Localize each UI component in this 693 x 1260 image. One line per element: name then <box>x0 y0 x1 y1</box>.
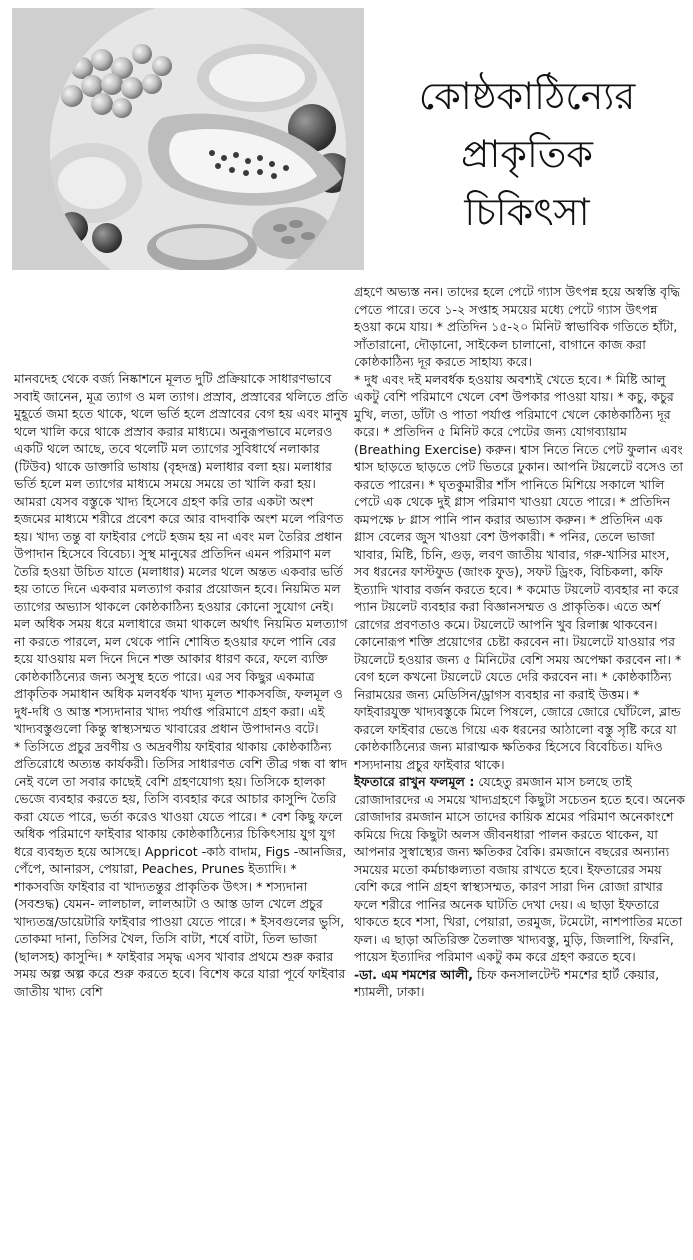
author-signature <box>354 966 686 1001</box>
gas-exercise-paragraph: গ্রহণে অভ্যস্ত নন। তাদের হলে পেটে গ্যাস উৎপন্ন হয়ে অস্বস্তি বৃদ্ধি পেতে পারে। তবে ১-২ সপ্তাহ সময়ের মধ্যে পেটে গ্যাস উৎপন্ন হওয়া কমে যায়। * প্রতিদিন ১৫-২০ মিনিট স্বাভাবিক গতিতে হাঁটা, সাঁতারানো, দৌড়ানো, সাইকেল চালানো, বাগানে কাজ করা কোষ্ঠকাঠিন্য দূর করতে সাহায্য করে। <box>354 284 680 369</box>
diet-tips-paragraph: * দুধ এবং দই মলবর্ধক হওয়ায় অবশ্যই খেতে হবে। * মিষ্টি আলু একটু বেশি পরিমাণে খেলে বেশ উপকার পাওয়া যায়। * কচু, কচুর মুখি, লতা, ডাঁটা ও পাতা পর্যাপ্ত পরিমাণে খেলে কোষ্ঠকাঠিন্য দূর করে। * প্রতিদিন ৫ মিনিট করে পেটের জন্য যোগব্যায়াম (Breathing Exercise) করুন। শ্বাস নিতে নিতে পেট ফুলান এবং শ্বাস ছাড়তে ছাড়তে পেট ভিতরে ঢুকান। আপনি টয়লেটে বসেও তা করতে পারেন। * ঘৃতকুমারীর শাঁস পানিতে মিশিয়ে সকালে খালি পেটে এক থেকে দুই গ্লাস পরিমাণ খাওয়া যেতে পারে। * প্রতিদিন কমপক্ষে ৮ গ্লাস পানি পান করার অভ্যাস করুন। * প্রতিদিন এক গ্লাস বেলের জুস খাওয়া বেশ উপকারী। * পনির, তেলে ভাজা খাবার, মিষ্টি, চিনি, গুড়, লবণ জাতীয় খাবার, গরু-খাসির মাংস, সব ধরনের ফাস্টফুড (জাংক ফুড), সফট ড্রিংক, বিচিকলা, কফি ইত্যাদি খাবার বর্জন করতে হবে। * কমোড টয়লেট ব্যবহার না করে প্যান টয়লেট ব্যবহার করা বিজ্ঞানসম্মত ও প্রাকৃতিক। এতে অর্শ রোগের প্রবণতাও কমে। টয়লেটে আপনি খুব রিলাক্স থাকবেন। কোনোরূপ শক্তি প্রয়োগের চেষ্টা করবেন না। টয়লেটে যাওয়ার পর টয়লেটে হওয়ার জন্য ৫ মিনিটের বেশি সময় অপেক্ষা করবেন না। * বেগ হলে কখনো টয়লেটে যেতে দেরি করবেন না। * কোষ্ঠকাঠিন্য নিরাময়ের জন্য মেডিসিন/ড্রাগস ব্যবহার না করাই উত্তম। * ফাইবারযুক্ত খাদ্যবস্তুকে মিলে পিষলে, জোরে জোরে ঘোঁটলে, ব্লান্ড করলে ফাইবার ভেঙে গিয়ে এক ধরনের আঠালো বস্তু সৃষ্টি করে যা কোষ্ঠকাঠিন্যের জন্য মারাত্মক ক্ষতিকর হিসেবে বিবেচিত। যদিও শস্যদানায় প্রচুর ফাইবার থাকে। <box>354 371 684 772</box>
headline-line-3: চিকিৎসা <box>464 190 590 235</box>
fruit-photo-panel <box>12 8 364 270</box>
left-column <box>14 370 348 1258</box>
author-name: -ডা. এম শমশের আলী, <box>354 966 474 982</box>
iftar-text: যেহেতু রমজান মাস চলছে তাই রোজাদারদের এ সময়ে খাদ্যগ্রহণে কিছুটা সচেতন হতে হবে। অনেক রোজাদার রমজান মাসে তাদের কায়িক শ্রমের পরিমাণ অনেকাংশে কমিয়ে দিয়ে কিছুটা অলস জীবনধারা পালন করতে থাকেন, যা আপনার সুস্বাস্থ্যের জন্য ক্ষতিকর বৈকি। রমজানে বছরের অন্যান্য সময়ের মতো কর্মচাঞ্চল্যতা বজায় রাখতে হবে। ইফতারের সময় বেশি করে পানি গ্রহণ স্বাস্থ্যসম্মত, কারণ সারা দিন রোজা রাখার ফলে শরীরে পানির অনেক ঘাটতি দেখা দেয়। এ ছাড়া ইফতারে থাকতে হবে শসা, খিরা, পেয়ারা, তরমুজ, টমেটো, নাশপাতির মতো ফল। এ ছাড়া অতিরিক্ত তৈলাক্ত খাদ্যবস্তু, মুড়ি, জিলাপি, ফিরনি, পায়েস ইত্যাদির পরিমাণ একটু কম করে গ্রহণ করতে হবে। <box>354 774 686 964</box>
fruit-photo <box>12 8 364 270</box>
headline-line-1: কোষ্ঠকাঠিন্যের <box>418 74 636 119</box>
headline <box>372 67 682 241</box>
author-title: চিফ কনসালটেন্ট শমশের হার্ট কেয়ার, শ্যামলী, ঢাকা। <box>354 966 660 999</box>
iftar-heading: ইফতারে রাখুন ফলমূল : <box>354 774 475 789</box>
headline-line-2: প্রাকৃতিক <box>461 132 593 177</box>
iftar-paragraph <box>354 773 686 966</box>
fiber-tips-paragraph: * তিসিতে প্রচুর দ্রবণীয় ও অদ্রবণীয় ফাইবার থাকায় কোষ্ঠকাঠিন্য প্রতিরোধে অত্যন্ত কার্যকরী। তিসির সাধারণত বেশি তীব্র গন্ধ বা স্বাদ নেই বলে তা সবার কাছেই বেশি গ্রহণযোগ্য হয়। তিসিকে হালকা ভেজে ব্যবহার করতে হয়, তিসি ব্যবহার করে আচার কাসুন্দি তৈরি করা যেতে পারে, ভর্তা করেও খাওয়া যেতে পারে। * বেশ কিছু ফলে অধিক পরিমাণে ফাইবার থাকায় কোষ্ঠকাঠিন্যের চিকিৎসায় যুগ যুগ ধরে ব্যবহৃত হয়ে আসছে। Appricot -কাঠ বাদাম, Figs -আনজির, পেঁপে, আনারস, পেয়ারা, Peaches, Prunes ইত্যাদি। * শাকসবজি ফাইবার বা খাদ্যতন্তুর প্রাকৃতিক উৎস। * শস্যদানা (সবশুদ্ধ) যেমন- লালচাল, লালআটা ও আস্ত ডাল খেলে প্রচুর খাদ্যতন্ত্র/ডায়েটারি ফাইবার পাওয়া যেতে পারে। * ইসবগুলের ভুসি, তোকমা দানা, তিসির খৈল, তিসি বাটা, শর্ষে বাটা, তিল ভাজা (ছালসহ) কাসুন্দি। * ফাইবার সমৃদ্ধ এসব খাবার প্রথমে শুরু করার সময় অল্প অল্প করে শুরু করতে হবে। বিশেষ করে যারা পূর্বে ফাইবার জাতীয় খাদ্য বেশি <box>14 738 348 999</box>
intro-paragraph: মানবদেহ থেকে বর্জ্য নিষ্কাশনে মূলত দুটি প্রক্রিয়াকে সাধারণভাবে সবাই জানেন, মূত্র ত্যাগ ও মল ত্যাগ। প্রস্রাব, প্রস্রাবের থলিতে প্রতি মুহূর্তে জমা হতে থাকে, থলে ভর্তি হলে প্রস্রাবের বেগ হয় এবং মানুষ থলে খালি করে থাকে প্রস্রাব করার মাধ্যমে। অনুরূপভাবে মলেরও একটি থলে আছে, তবে থলেটি মল ত্যাগের সুবিধার্থে নলাকার (টিউব) থাকে ডাক্তারি ভাষায় (বৃহদন্ত্র) মলাধার বলা হয়। মলাধার ভর্তি হলে মল ত্যাগের মাধ্যমে সময়ে সময়ে তা খালি করা হয়। আমরা যেসব বস্তুকে খাদ্য হিসেবে গ্রহণ করি তার একটা অংশ হজমের মাধ্যমে শরীরে প্রবেশ করে আর বাদবাকি অংশ মলে পরিণত হয়। খাদ্য তন্তু বা ফাইবার পেটে হজম হয় না এবং মল তৈরির প্রধান উপাদান হিসেবে বিবেচ্য। সুস্থ মানুষের প্রতিদিন এমন পরিমাণ মল তৈরি হওয়া উচিত যাতে (মলাধার) মলের থলে অন্তত একবার ভর্তি হয় তাতে দিনে একবার মলত্যাগ করার প্রয়োজন হবে। নিয়মিত মল ত্যাগের অভ্যাস থাকলে কোষ্ঠকাঠিন্য হওয়ার কোনো সুযোগ নেই। মল অধিক সময় ধরে মলাধারে জমা থাকলে অর্থাৎ নিয়মিত মলত্যাগ না করতে পারলে, মল থেকে পানি শোষিত হওয়ার ফলে পানি বের হয়ে যাওয়ায় মল দিনে দিনে শক্ত আকার ধারণ করে, ফলে ব্যক্তি কোষ্ঠকাঠিন্যের জন্য অসুস্থ হতে পারে। এর সব কিছুর একমাত্র প্রাকৃতিক সমাধান অধিক মলবর্ধক খাদ্য মূলত শাকসবজি, ফলমূল ও দুধ-দধি ও আস্ত শস্যদানার খাদ্য পর্যাপ্ত পরিমাণে গ্রহণ করা। এই খাদ্যবস্তুগুলো কিন্তু স্বাস্থ্যসম্মত খাবারের প্রধান উপাদানও বটে। <box>14 371 348 736</box>
right-column <box>354 283 686 1258</box>
